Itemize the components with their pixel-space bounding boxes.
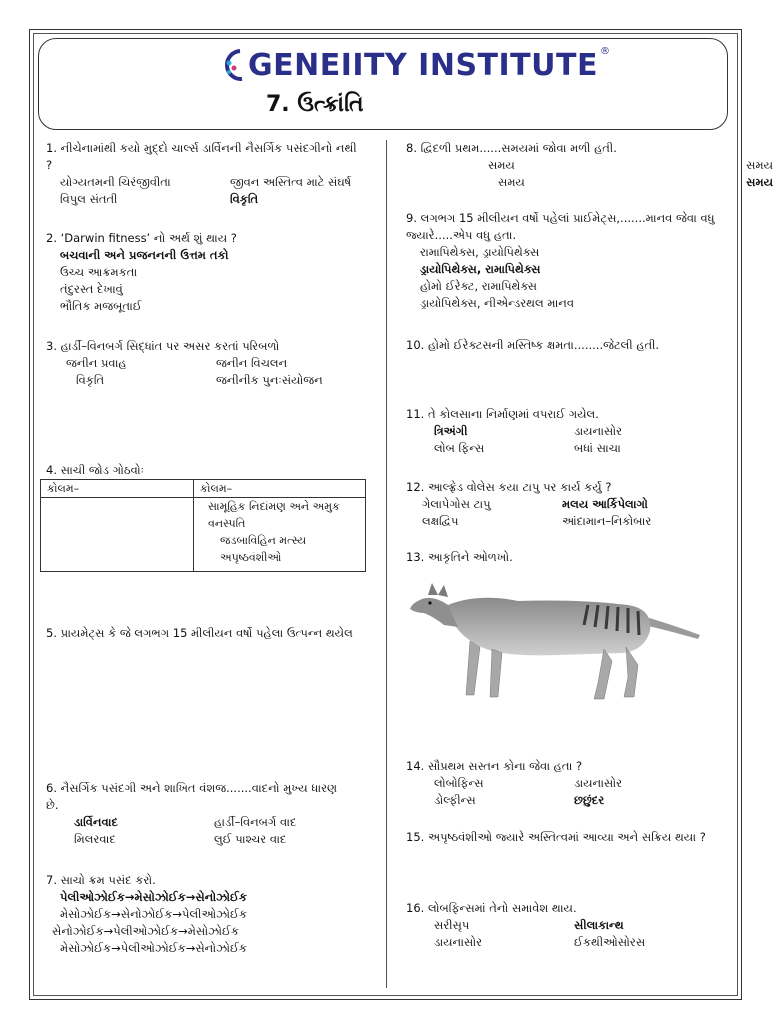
match-table — [40, 479, 366, 572]
question-text: 14. સૌપ્રથમ સસ્તન કોના જેવા હતા ? — [406, 759, 583, 773]
question-5 — [46, 625, 356, 642]
option-answer: વિકૃતિ — [230, 192, 259, 206]
option: જનીન પ્રવાહ — [66, 356, 127, 370]
option: ઈકથીઓસોરસ — [574, 935, 646, 949]
question-14 — [406, 758, 726, 809]
question-text: 3. હાર્ડી–વિનબર્ગ સિદ્ધાંત પર અસર કરતાં પરિબળો — [46, 339, 280, 353]
option: ઉચ્ચ આક્રમકતા — [60, 265, 138, 279]
registered-mark: ® — [599, 45, 610, 57]
question-text: 12. આલ્ફ્રેડ વોલેસ કયા ટાપુ પર કાર્ય કર્યુ ? — [406, 480, 612, 494]
option: આંદામાન–નિકોબાર — [562, 514, 652, 528]
option: યોગ્યતમની ચિરંજીવીતા — [60, 175, 171, 189]
question-9 — [406, 210, 726, 312]
match-item: જડબાવિહિન મત્સ્ય — [220, 534, 307, 547]
dna-icon — [220, 45, 246, 85]
question-2 — [46, 230, 366, 315]
brand-name: GENEIITY INSTITUTE — [248, 47, 598, 83]
option: વિપુલ સંતતી — [60, 192, 118, 206]
question-text: 5. પ્રાયમેટ્સ કે જે લગભગ 15 મીલીયન વર્ષો પહેલા ઉત્પન્ન થયેલ — [46, 626, 353, 640]
question-13 — [406, 549, 726, 566]
question-12 — [406, 479, 726, 530]
institute-logo — [220, 40, 610, 90]
question-16 — [406, 900, 726, 951]
option-answer: છછુંદર — [574, 793, 605, 807]
option: હાર્ડી–વિનબર્ગ વાદ — [214, 815, 297, 829]
question-7 — [46, 872, 366, 957]
question-text: 1. નીચેનામાંથી કયો મુદ્દો ચાર્લ્સ ડાર્વિનની નૈસર્ગિક પસંદગીનો નથી ? — [46, 141, 357, 172]
question-6 — [46, 780, 346, 848]
option: લોબોફિન્સ — [434, 776, 484, 790]
option: જીવન અસ્તિત્વ માટે સંઘર્ષ — [230, 175, 352, 189]
question-15 — [406, 829, 726, 846]
option-answer: બચવાની અને પ્રજનનની ઉત્તમ તકો — [60, 248, 229, 262]
option: બધાં સાચા — [574, 441, 621, 455]
option: મેસોઝોઈક→સેનોઝોઈક→પેલીઓઝોઈક — [60, 907, 247, 921]
option: ગેલાપેગોસ ટાપુ — [422, 497, 491, 511]
option: ડ્રાયોપિથેક્સ, નીએન્ડરથલ માનવ — [420, 296, 575, 310]
option: સમય — [498, 175, 525, 189]
option: જનીન વિચલન — [216, 356, 288, 370]
question-text: 9. લગભગ 15 મીલીયન વર્ષો પહેલાં પ્રાઈમેટ્સ,.......માનવ જેવા વધુ જ્યારે.....એપ વધુ હતા. — [406, 211, 715, 242]
option: મિલરવાદ — [74, 832, 116, 846]
option: સરીસૃપ — [434, 918, 470, 932]
option: સેનોઝોઈક→પેલીઓઝોઈક→મેસોઝોઈક — [52, 924, 239, 938]
question-text: 4. સાચી જોડ ગોઠવોઃ — [46, 463, 144, 477]
option-answer: પેલીઓઝોઈક→મેસોઝોઈક→સેનોઝોઈક — [60, 890, 247, 904]
option: મેસોઝોઈક→પેલીઓઝોઈક→સેનોઝોઈક — [60, 941, 247, 955]
question-text: 16. લોબફિન્સમાં તેનો સમાવેશ થાય. — [406, 901, 577, 915]
question-8 — [406, 140, 773, 191]
question-text: 2. ‘Darwin fitness’ નો અર્થ શું થાય ? — [46, 231, 237, 245]
question-text: 7. સાચો ક્રમ પસંદ કરો. — [46, 873, 156, 887]
thylacine-image — [408, 565, 700, 705]
option: ડાયનાસોર — [434, 935, 483, 949]
option-answer: ત્રિઅંગી — [434, 424, 468, 438]
option-answer: સમય — [746, 175, 773, 189]
option: સમય — [746, 158, 773, 172]
question-text: 13. આકૃતિને ઓળખો. — [406, 550, 513, 564]
option: હોમો ઈરેક્ટ, રામાપિથેક્સ — [420, 279, 537, 293]
question-text: 15. અપૃષ્ઠવંશીઓ જ્યારે અસ્તિત્વમાં આવ્યા અને સક્રિય થયા ? — [406, 830, 706, 844]
option: લક્ષદ્વિપ — [422, 514, 459, 528]
option: તંદુરસ્ત દેખાવું — [60, 282, 123, 296]
option: ડાયનાસોર — [574, 424, 623, 438]
question-4 — [46, 462, 371, 572]
option: રામાપિથેક્સ, ડ્રાયોપિથેક્સ — [420, 245, 540, 259]
question-text: 8. દ્વિદળી પ્રથમ......સમયમાં જોવા મળી હતી. — [406, 141, 617, 155]
column-divider — [386, 140, 387, 988]
option: લોબ ફિન્સ — [434, 441, 485, 455]
column-header: કોલમ– — [194, 480, 366, 498]
option: લુઈ પાશ્ચર વાદ — [214, 832, 287, 846]
question-3 — [46, 338, 366, 389]
question-text: 10. હોમો ઈરેક્ટસની મસ્તિષ્ક ક્ષમતા........જેટલી હતી. — [406, 338, 660, 352]
question-text: 6. નૈસર્ગિક પસંદગી અને શાખિત વંશજ.......વાદનો મુખ્ય ધારણ છે. — [46, 781, 338, 812]
table-cell — [41, 498, 194, 572]
question-11 — [406, 406, 726, 457]
match-item: અપૃષ્ઠવંશીઓ — [220, 551, 282, 564]
question-text: 11. તે કોલસાના નિર્માણમાં વપરાઈ ગયેલ. — [406, 407, 599, 421]
question-1 — [46, 140, 366, 208]
option-answer: ડ્રાયોપિથેક્સ, રામાપિથેક્સ — [420, 262, 541, 276]
option: ભૌતિક મજબૂતાઈ — [60, 299, 142, 313]
option: ડોલ્ફીન્સ — [434, 793, 476, 807]
option: સમય — [488, 158, 515, 172]
question-10 — [406, 337, 726, 354]
option: જનીનીક પુનઃસંયોજન — [216, 373, 323, 387]
option-answer: ડાર્વિનવાદ — [74, 815, 118, 829]
match-item: સામૂહિક નિદાંમણ અને અમુક વનસ્પતિ — [208, 500, 340, 530]
option: વિકૃતિ — [76, 373, 105, 387]
option-answer: સીલાકાન્થ — [574, 918, 624, 932]
chapter-title: 7. ઉત્ક્રાંતિ — [266, 92, 364, 117]
option-answer: મલય આર્કિપેલાગો — [562, 497, 648, 511]
option: ડાયનાસોર — [574, 776, 623, 790]
column-header: કોલમ– — [41, 480, 194, 498]
